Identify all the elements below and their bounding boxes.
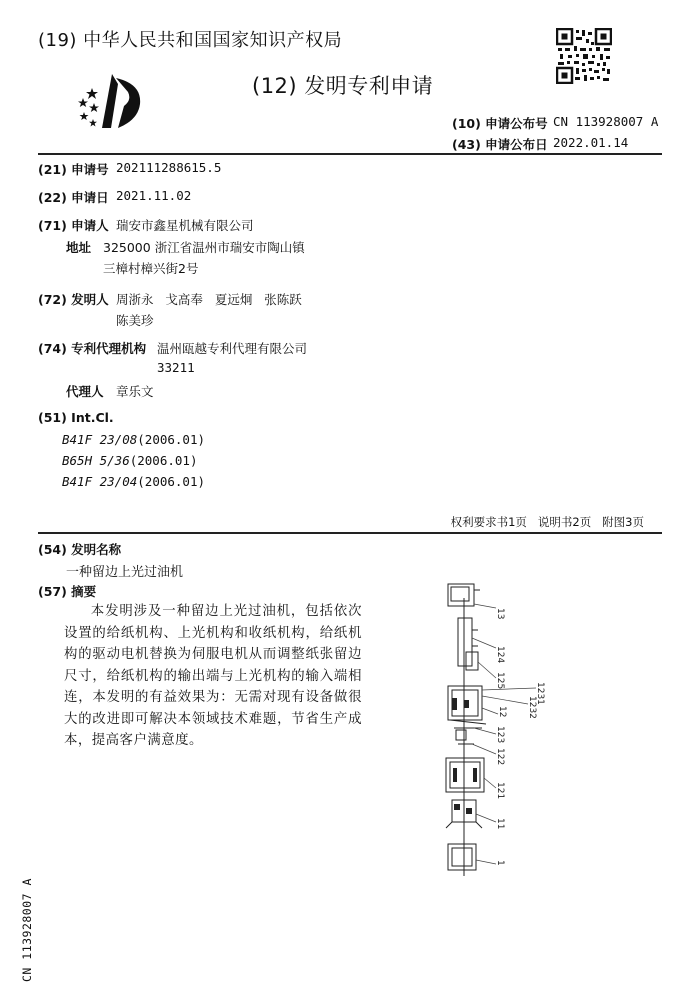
figure-label: 124 <box>495 646 505 664</box>
qr-code <box>556 28 612 84</box>
page-counts: 权利要求书1页 说明书2页 附图3页 <box>450 515 644 529</box>
figure-label: 1232 <box>527 696 537 719</box>
applicant: 瑞安市鑫星机械有限公司 <box>116 218 254 233</box>
publication-date: 2022.01.14 <box>553 135 629 150</box>
address-label: 地址 <box>66 240 92 255</box>
agency-code: 33211 <box>157 360 195 375</box>
ipc-code: B65H 5/36 <box>62 453 130 468</box>
application-date-label: (22) 申请日 <box>38 190 109 205</box>
figure-label: 121 <box>495 782 505 800</box>
ipc-year: (2006.01) <box>137 432 205 447</box>
abstract-label: (57) 摘要 <box>38 584 97 599</box>
invention-title: 一种留边上光过油机 <box>66 565 184 580</box>
figure-label: 1 <box>495 860 505 866</box>
agency: 温州瓯越专利代理有限公司 <box>157 341 308 356</box>
figure-label: 125 <box>495 672 505 690</box>
address-line-2: 三樟村樟兴街2号 <box>103 261 199 276</box>
publication-number-label: (10) 申请公布号 <box>452 116 548 131</box>
ipc-entry <box>62 432 205 447</box>
figure-label: 123 <box>495 726 505 744</box>
application-number: 202111288615.5 <box>116 160 222 175</box>
figure-label: 1231 <box>535 682 545 705</box>
ipc-code: B41F 23/08 <box>62 432 138 447</box>
publication-number: CN 113928007 A <box>553 114 659 129</box>
title-label: (54) 发明名称 <box>38 542 122 557</box>
patent-figure <box>436 578 606 878</box>
ipc-code: B41F 23/04 <box>62 474 138 489</box>
agency-label: (74) 专利代理机构 <box>38 341 147 356</box>
abstract-text: 本发明涉及一种留边上光过油机，包括依次设置的给纸机构、上光机构和收纸机构，给纸机构的驱动电机替换为伺服电机从而调整纸张留边尺寸，给纸机构的输出端与上光机构的输入端相连，本发明的有益效果为：无需对现有设备做很大的改进即可解决本领域技术难题，节省生产成本，提高客户满意度。 <box>64 604 362 748</box>
page-counts-rule <box>38 532 662 534</box>
unit-121 <box>446 758 484 792</box>
figure-label: 11 <box>495 818 505 830</box>
cnipa-logo <box>72 70 154 132</box>
figure-label: 122 <box>495 748 505 766</box>
inventors-line-1: 周浙永 戈高奉 夏远炯 张陈跃 <box>116 292 302 307</box>
figure-label: 13 <box>495 608 505 620</box>
document-type: (12) 发明专利申请 <box>252 74 434 98</box>
application-number-label: (21) 申请号 <box>38 162 109 177</box>
ipc-entry <box>62 453 197 468</box>
application-date: 2021.11.02 <box>116 188 192 203</box>
inventors-line-2: 陈美珍 <box>116 313 154 328</box>
header-rule <box>38 153 662 155</box>
int-cl-label: (51) Int.Cl. <box>38 410 114 425</box>
figure-label: 12 <box>497 706 507 718</box>
agent: 章乐文 <box>116 384 154 399</box>
side-publication-number: CN 113928007 A <box>20 878 34 982</box>
ipc-year: (2006.01) <box>129 453 198 468</box>
publication-date-label: (43) 申请公布日 <box>452 137 548 152</box>
office-name: (19) 中华人民共和国国家知识产权局 <box>38 30 343 51</box>
agent-label: 代理人 <box>66 384 104 399</box>
conveyor-124 <box>458 618 472 666</box>
address-line-1: 325000 浙江省温州市瑞安市陶山镇 <box>103 240 305 255</box>
applicant-label: (71) 申请人 <box>38 218 109 233</box>
inventor-label: (72) 发明人 <box>38 292 109 307</box>
ipc-year: (2006.01) <box>137 474 205 489</box>
ipc-entry <box>62 474 205 489</box>
